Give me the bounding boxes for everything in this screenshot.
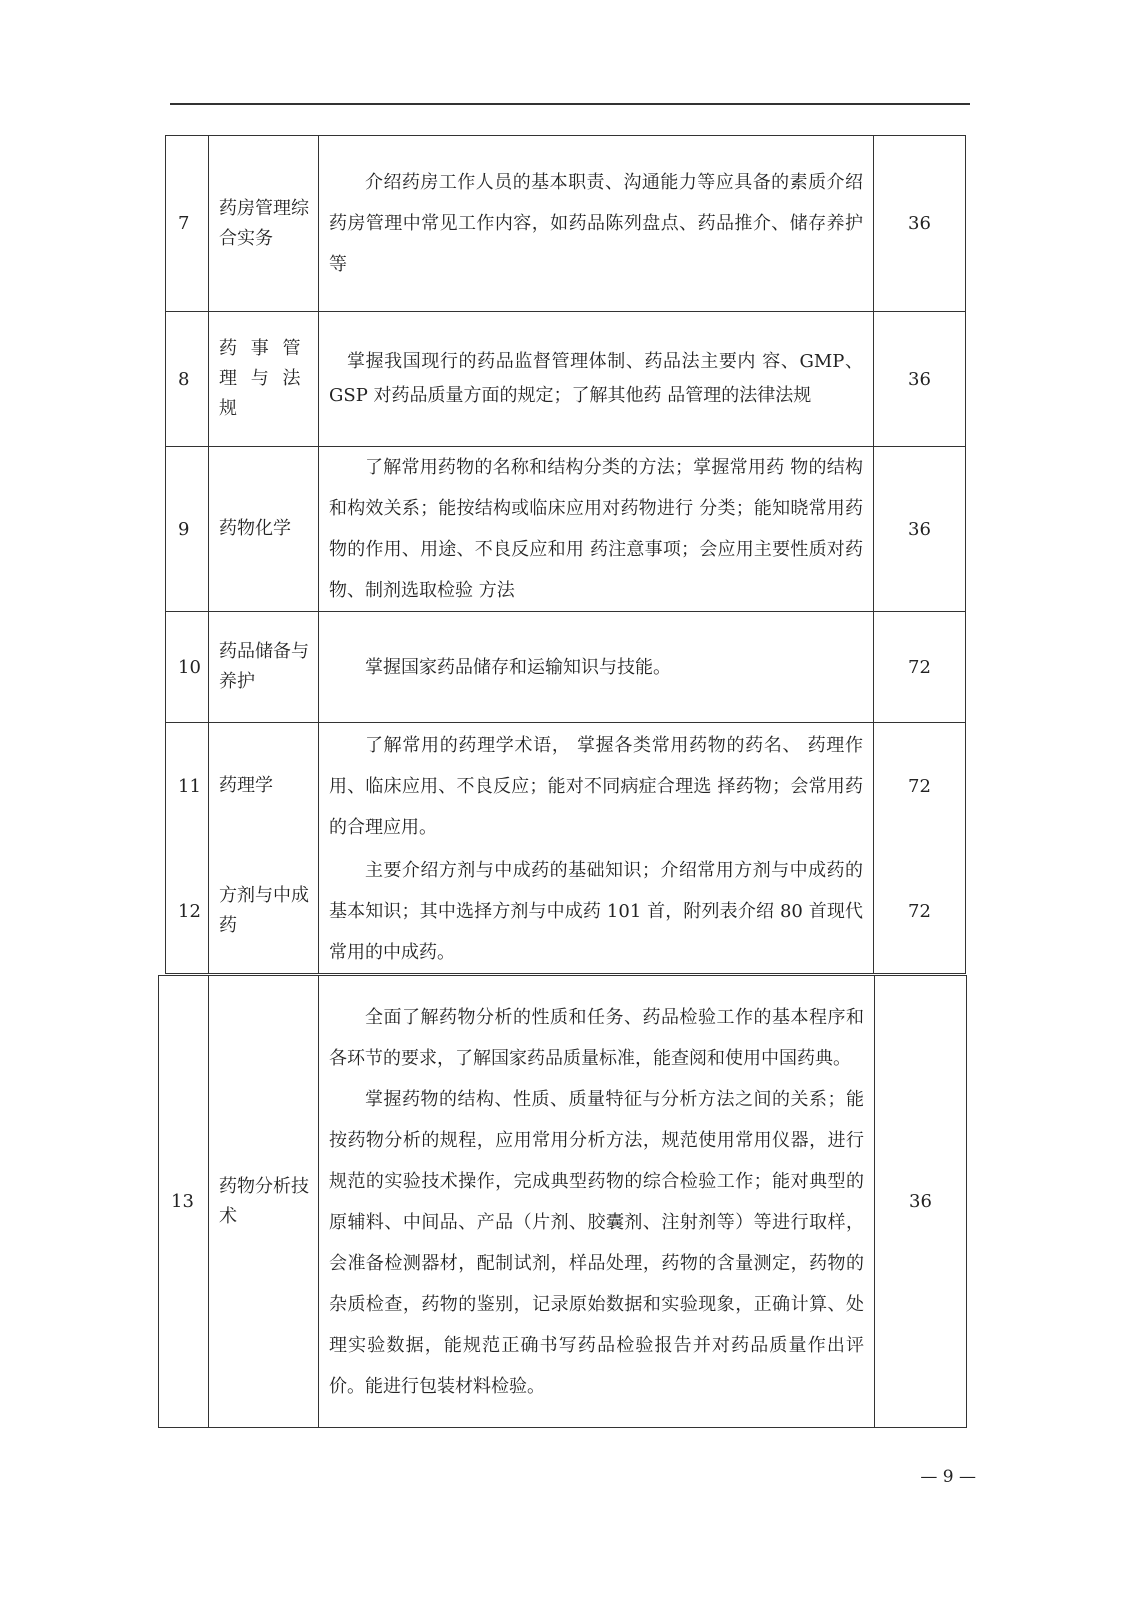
row-number: 9 bbox=[166, 447, 209, 612]
course-name: 药物化学 bbox=[209, 447, 319, 612]
course-hours: 72 bbox=[874, 612, 966, 723]
course-hours: 36 bbox=[875, 976, 967, 1428]
row-number: 7 bbox=[166, 136, 209, 312]
table-row bbox=[166, 136, 966, 312]
table-row bbox=[166, 312, 966, 447]
page-number: — 9 — bbox=[920, 1467, 976, 1487]
course-description: 掌握国家药品储存和运输知识与技能。 bbox=[319, 612, 874, 723]
course-description: 了解常用药物的名称和结构分类的方法；掌握常用药 物的结构和构效关系；能按结构或临床应用对药物进行 分类；能知晓常用药物的作用、用途、不良反应和用 药注意事项；会应用主要性质对药物、制剂选取检验 方法 bbox=[319, 447, 874, 612]
course-name: 药 事 管 理 与 法 规 bbox=[209, 312, 319, 447]
course-hours: 36 bbox=[874, 312, 966, 447]
course-description: 掌握我国现行的药品监督管理体制、药品法主要内 容、GMP、GSP 对药品质量方面的规定；了解其他药 品管理的法律法规 bbox=[319, 312, 874, 447]
row-number: 13 bbox=[159, 976, 209, 1428]
table-row bbox=[166, 447, 966, 612]
course-name: 药理学 bbox=[209, 723, 319, 850]
course-hours: 72 bbox=[874, 723, 966, 850]
course-name: 药物分析技术 bbox=[209, 976, 319, 1428]
course-description: 了解常用的药理学术语， 掌握各类常用药物的药名、 药理作用、临床应用、不良反应；能对不同病症合理选 择药物；会常用药的合理应用。 bbox=[319, 723, 874, 850]
row-number: 12 bbox=[166, 850, 209, 974]
table-row bbox=[166, 723, 966, 850]
course-description: 介绍药房工作人员的基本职责、沟通能力等应具备的素质介绍药房管理中常见工作内容，如药品陈列盘点、药品推介、储存养护等 bbox=[319, 136, 874, 312]
table-row bbox=[166, 850, 966, 974]
header-rule bbox=[170, 103, 970, 105]
course-hours: 36 bbox=[874, 447, 966, 612]
row-number: 10 bbox=[166, 612, 209, 723]
course-hours: 72 bbox=[874, 850, 966, 974]
course-description: 主要介绍方剂与中成药的基础知识；介绍常用方剂与中成药的基本知识；其中选择方剂与中成药 101 首，附列表介绍 80 首现代常用的中成药。 bbox=[319, 850, 874, 974]
course-hours: 36 bbox=[874, 136, 966, 312]
course-table-b bbox=[158, 975, 967, 1428]
table-row bbox=[159, 976, 967, 1428]
table-row bbox=[166, 612, 966, 723]
course-name: 方剂与中成药 bbox=[209, 850, 319, 974]
row-number: 8 bbox=[166, 312, 209, 447]
course-description: 全面了解药物分析的性质和任务、药品检验工作的基本程序和各环节的要求，了解国家药品质量标准，能查阅和使用中国药典。 掌握药物的结构、性质、质量特征与分析方法之间的关系；能按药物分析的规程，应用常用分析方法，规范使用常用仪器，进行规范的实验技术操作，完成典型药物的综合检验工作；能对典型的原辅料、中间品、产品（片剂、胶囊剂、注射剂等）等进行取样，会准备检测器材，配制试剂，样品处理，药物的含量测定，药物的杂质检查，药物的鉴别，记录原始数据和实验现象，正确计算、处理实验数据，能规范正确书写药品检验报告并对药品质量作出评价。能进行包装材料检验。 bbox=[319, 976, 875, 1428]
row-number: 11 bbox=[166, 723, 209, 850]
course-table-a bbox=[165, 135, 966, 974]
course-name: 药房管理综合实务 bbox=[209, 136, 319, 312]
course-name: 药品储备与养护 bbox=[209, 612, 319, 723]
